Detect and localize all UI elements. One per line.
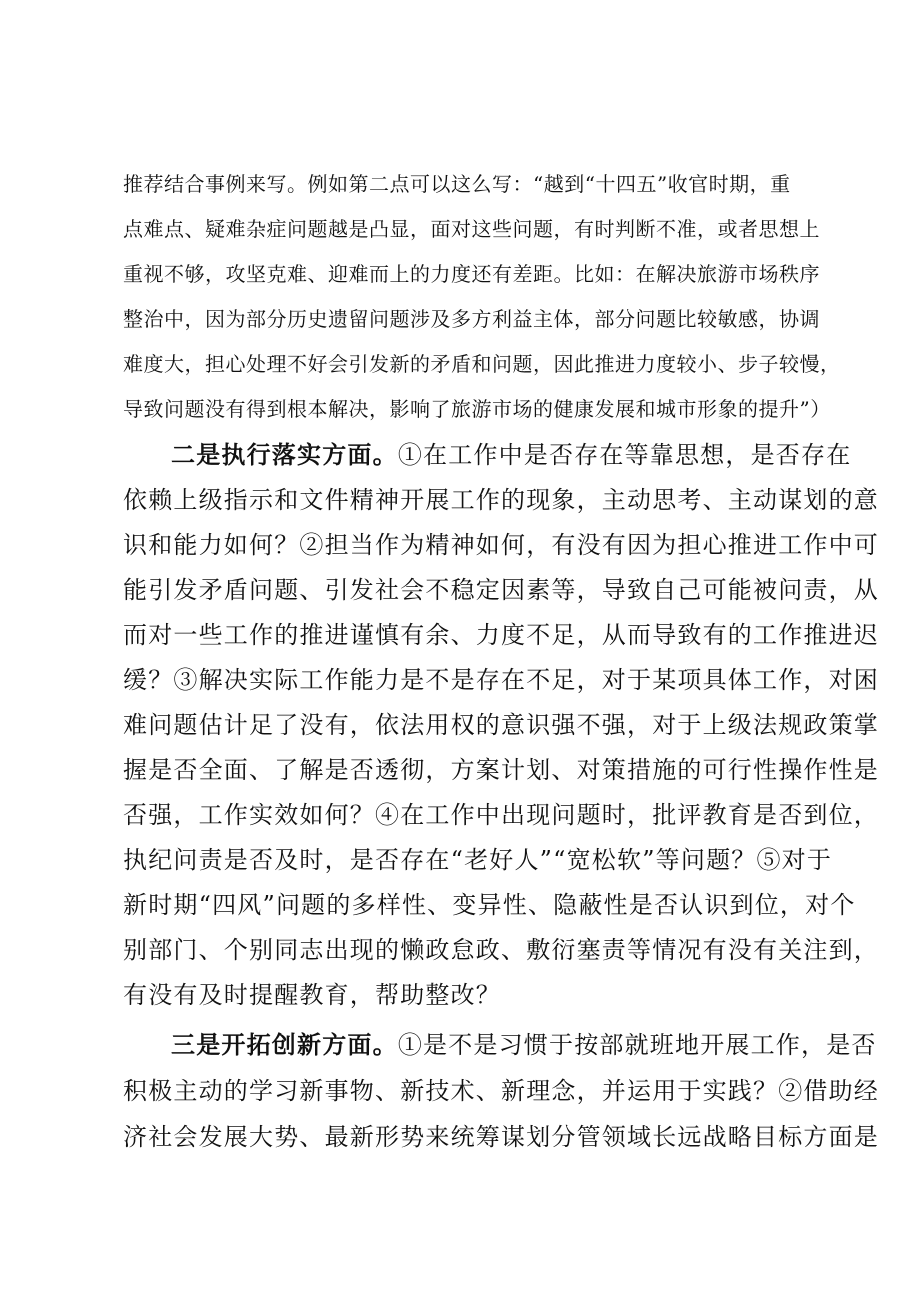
section-3-line: 积极主动的学习新事物、新技术、新理念，并运用于实践？②借助经 xyxy=(123,1077,879,1105)
section-2-line: 而对一些工作的推进谨慎有余、力度不足，从而导致有的工作推进迟 xyxy=(123,621,879,649)
note-line: 导致问题没有得到根本解决，影响了旅游市场的健康发展和城市形象的提升”） xyxy=(123,397,831,421)
section-2-line: 识和能力如何？②担当作为精神如何，有没有因为担心推进工作中可 xyxy=(123,531,879,559)
section-2-line: 有没有及时提醒教育，帮助整改？ xyxy=(123,981,501,1009)
section-3-first-line xyxy=(171,1025,877,1065)
section-2-line: 握是否全面、了解是否透彻，方案计划、对策措施的可行性操作性是 xyxy=(123,756,879,784)
section-2-heading: 二是执行落实方面。 xyxy=(171,441,398,469)
note-line: 整治中，因为部分历史遗留问题涉及多方利益主体，部分问题比较敏感，协调 xyxy=(123,307,820,331)
section-2-line: 缓？③解决实际工作能力是不是存在不足，对于某项具体工作，对困 xyxy=(123,666,879,694)
section-2-line: 执纪问责是否及时，是否存在“老好人”“宽松软”等问题？⑤对于 xyxy=(123,846,833,874)
note-line: 推荐结合事例来写。例如第二点可以这么写：“越到“十四五”收官时期，重 xyxy=(123,172,791,196)
section-2-line: 否强，工作实效如何？④在工作中出现问题时，批评教育是否到位， xyxy=(123,801,879,829)
section-3-first-line-text: ①是不是习惯于按部就班地开展工作，是否 xyxy=(397,1031,877,1059)
section-2-first-line xyxy=(171,435,852,475)
section-3-heading: 三是开拓创新方面。 xyxy=(171,1031,398,1059)
section-3-line: 济社会发展大势、最新形势来统筹谋划分管领域长远战略目标方面是 xyxy=(123,1123,879,1151)
section-2-line: 新时期“四风”问题的多样性、变异性、隐蔽性是否认识到位，对个 xyxy=(123,891,856,919)
section-2-first-line-text: ①在工作中是否存在等靠思想，是否存在 xyxy=(397,441,852,469)
section-2-line: 能引发矛盾问题、引发社会不稳定因素等，导致自己可能被问责，从 xyxy=(123,576,879,604)
section-2-line: 依赖上级指示和文件精神开展工作的现象，主动思考、主动谋划的意 xyxy=(123,486,879,514)
section-2-line: 别部门、个别同志出现的懒政怠政、敷衍塞责等情况有没有关注到， xyxy=(123,936,879,964)
note-line: 点难点、疑难杂症问题越是凸显，面对这些问题，有时判断不准，或者思想上 xyxy=(123,217,820,241)
note-line: 重视不够，攻坚克难、迎难而上的力度还有差距。比如：在解决旅游市场秩序 xyxy=(123,262,820,286)
note-line: 难度大，担心处理不好会引发新的矛盾和问题，因此推进力度较小、步子较慢， xyxy=(123,352,841,376)
section-2-line: 难问题估计足了没有，依法用权的意识强不强，对于上级法规政策掌 xyxy=(123,711,879,739)
